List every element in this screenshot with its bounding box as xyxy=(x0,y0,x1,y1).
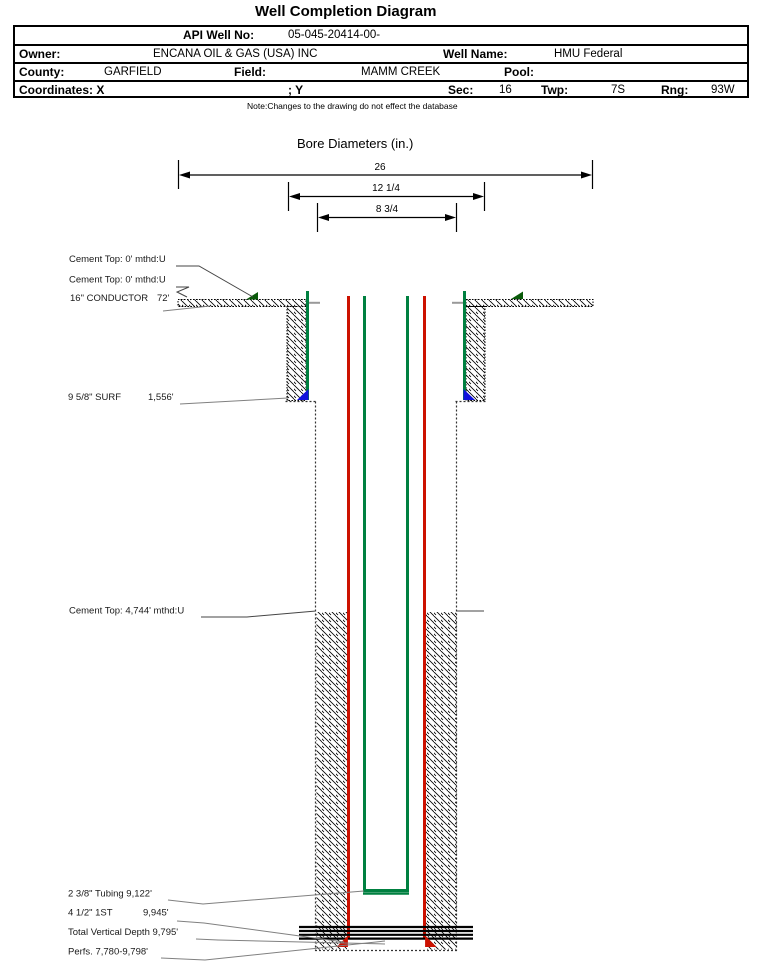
database-note: Note:Changes to the drawing do not effect the database xyxy=(247,101,458,111)
cement-top-marker-right xyxy=(511,292,523,300)
rng-label: Rng: xyxy=(661,83,689,97)
coordinates-y-label: ; Y xyxy=(288,83,304,97)
surface-cement-column-right xyxy=(466,307,485,401)
county-value: GARFIELD xyxy=(104,66,162,78)
twp-value: 7S xyxy=(611,84,626,96)
well-name-label: Well Name: xyxy=(443,47,508,61)
bore-diameters-title: Bore Diameters (in.) xyxy=(297,136,414,151)
arrowhead-left xyxy=(289,193,300,200)
leader-surface-casing xyxy=(180,398,288,404)
tubing-line xyxy=(365,296,408,891)
rng-value: 93W xyxy=(711,84,735,96)
county-label: County: xyxy=(19,65,65,79)
dim-26-label: 26 xyxy=(374,162,386,173)
tvd-label: Total Vertical Depth 9,795' xyxy=(68,927,179,938)
coordinates-label: Coordinates: X xyxy=(19,83,105,97)
arrowhead-right xyxy=(445,214,456,221)
production-casing-label: 4 1/2" 1ST xyxy=(68,907,113,919)
production-casing-depth: 9,945' xyxy=(143,907,169,919)
field-value: MAMM CREEK xyxy=(361,66,441,78)
field-label: Field: xyxy=(234,65,266,79)
cement-top-production-label: Cement Top: 4,744' mthd:U xyxy=(69,605,185,617)
dimension-8-3-4 xyxy=(318,203,457,232)
sec-label: Sec: xyxy=(448,83,474,97)
production-cement-right xyxy=(426,612,457,950)
conductor-bar-left xyxy=(178,300,306,307)
cement-top-marker-left xyxy=(246,292,258,300)
owner-label: Owner: xyxy=(19,47,61,61)
cement-top-surface-label-1: Cement Top: 0' mthd:U xyxy=(69,254,166,265)
dim-8-label: 8 3/4 xyxy=(375,204,399,215)
arrowhead-left xyxy=(179,172,190,179)
twp-label: Twp: xyxy=(541,83,569,97)
leader-conductor xyxy=(163,306,210,311)
leader-cement-top-1 xyxy=(176,266,253,297)
leader-tvd xyxy=(196,939,385,944)
tubing-label: 2 3/8" Tubing 9,122' xyxy=(68,888,152,900)
surface-casing-depth: 1,556' xyxy=(148,392,174,403)
leader-cement-top-production xyxy=(201,611,316,617)
api-label: API Well No: xyxy=(183,28,255,42)
cement-top-surface-label-2: Cement Top: 0' mthd:U xyxy=(69,274,166,286)
arrowhead-right xyxy=(473,193,484,200)
conductor-label: 16" CONDUCTOR xyxy=(70,293,149,304)
surface-cement-column-left xyxy=(287,307,306,401)
surface-casing-label: 9 5/8" SURF xyxy=(68,392,122,403)
pool-label: Pool: xyxy=(504,65,534,79)
page-title: Well Completion Diagram xyxy=(255,3,437,20)
api-value: 05-045-20414-00- xyxy=(288,29,381,41)
well-name-value: HMU Federal xyxy=(554,48,623,60)
sec-value: 16 xyxy=(499,84,512,96)
arrowhead-left xyxy=(318,214,329,221)
owner-value: ENCANA OIL & GAS (USA) INC xyxy=(153,48,318,60)
leader-cement-top-2 xyxy=(176,287,189,297)
conductor-bar-right xyxy=(466,300,593,307)
conductor-depth: 72' xyxy=(157,293,170,304)
perfs-label: Perfs. 7,780-9,798' xyxy=(68,946,148,958)
dim-12-label: 12 1/4 xyxy=(372,183,400,194)
arrowhead-right xyxy=(581,172,592,179)
production-cement-left xyxy=(317,612,348,950)
